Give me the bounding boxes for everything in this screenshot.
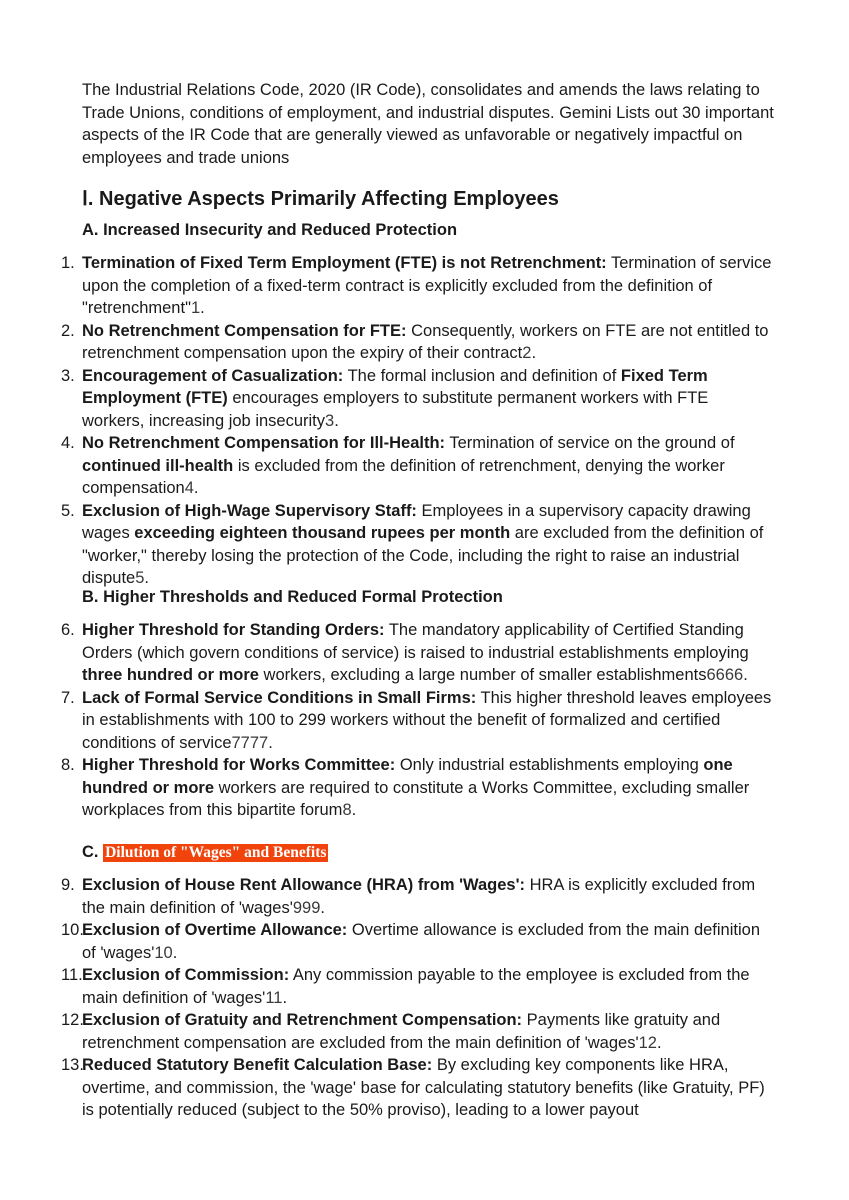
list-item xyxy=(0,687,772,755)
item-text: Employees in a supervisory capacity drawing wages xyxy=(82,501,751,542)
item-title: Reduced Statutory Benefit Calculation Base: xyxy=(82,1056,433,1074)
item-number: 4. xyxy=(61,434,75,452)
subsection-heading-a: A. Increased Insecurity and Reduced Protection xyxy=(82,221,458,239)
item-title: Exclusion of Gratuity and Retrenchment Compensation: xyxy=(82,1011,523,1029)
item-text: HRA is explicitly excluded from the main definition of 'wages' xyxy=(82,876,756,917)
highlighted-heading-text: Dilution of "Wages" and Benefits xyxy=(105,844,327,861)
item-bold-text: continued ill-health xyxy=(82,456,234,475)
section-heading xyxy=(82,186,559,211)
footnote-ref: 5 xyxy=(135,569,145,587)
item-end: . xyxy=(268,733,273,752)
item-list-a xyxy=(0,252,849,590)
footnote-ref: 4 xyxy=(184,479,194,497)
roman-numeral: Ⅰ xyxy=(82,188,88,210)
item-end: . xyxy=(172,943,178,962)
item-number: 3. xyxy=(61,366,75,385)
item-title: Encouragement of Casualization: xyxy=(82,366,344,385)
list-item xyxy=(0,1054,772,1122)
item-end: . xyxy=(531,344,537,362)
footnote-ref: 1 xyxy=(190,299,201,317)
item-title: Exclusion of Overtime Allowance: xyxy=(82,921,348,939)
item-title: Exclusion of High-Wage Supervisory Staff: xyxy=(82,501,417,520)
item-end: . xyxy=(282,988,288,1007)
item-title: Lack of Formal Service Conditions in Small Firms: xyxy=(82,688,477,707)
item-text: Termination of service on the ground of xyxy=(445,434,735,452)
list-item xyxy=(0,874,772,919)
item-text: The formal inclusion and definition of xyxy=(343,366,621,385)
list-item xyxy=(0,500,772,590)
footnote-ref: 8 xyxy=(342,801,352,819)
item-text: workers, excluding a large number of smaller establishments xyxy=(258,666,707,684)
item-text: Termination of service upon the completion of a fixed-term contract is explicitly excluded from the definition of "retrenchment" xyxy=(82,254,772,317)
item-text: encourages employers to substitute permanent workers with FTE workers, increasing job insecurity xyxy=(82,389,709,430)
list-item xyxy=(0,252,772,320)
list-item xyxy=(0,619,772,687)
footnote-ref: 3 xyxy=(325,411,335,430)
item-text: By excluding key components like HRA, overtime, and commission, the 'wage' base for calculating statutory benefits (like Gratuity, PF) is potentially reduced (subject to the 50% proviso), leading to a lower payout xyxy=(82,1056,765,1119)
item-list-b xyxy=(0,619,849,822)
item-number: 8. xyxy=(61,756,75,774)
item-end: . xyxy=(200,299,205,317)
item-end: . xyxy=(193,479,199,497)
item-number: 11. xyxy=(61,966,83,984)
list-item xyxy=(0,1009,772,1054)
item-text: Only industrial establishments employing xyxy=(395,756,704,774)
item-list-c xyxy=(0,874,849,1122)
item-text: workers are required to constitute a Works Committee, excluding smaller workplaces from this bipartite forum xyxy=(82,778,750,819)
footnote-ref: 7777 xyxy=(231,733,269,752)
item-end: . xyxy=(334,411,339,430)
subsection-heading-c xyxy=(82,843,328,862)
list-item xyxy=(0,964,772,1009)
item-text: Payments like gratuity and retrenchment compensation are excluded from the main definition of 'wages' xyxy=(82,1011,721,1052)
list-item xyxy=(0,754,772,822)
item-text: Consequently, workers on FTE are not entitled to retrenchment compensation upon the expiry of their contract xyxy=(82,321,769,362)
item-number: 9. xyxy=(61,876,75,894)
subsection-heading-b: B. Higher Thresholds and Reduced Formal Protection xyxy=(82,588,503,606)
item-text: Overtime allowance is excluded from the main definition of 'wages' xyxy=(82,921,760,962)
footnote-ref: 10 xyxy=(154,943,173,962)
intro-paragraph: The Industrial Relations Code, 2020 (IR Code), consolidates and amends the laws relating to Trade Unions, conditions of employment, and industrial disputes. Gemini Lists out 30 important aspects of the IR Code that are generally viewed as unfavorable or negatively impactful on employees and trade unions xyxy=(82,81,774,167)
item-title: Higher Threshold for Standing Orders: xyxy=(82,621,385,639)
list-item xyxy=(0,919,772,964)
item-title: No Retrenchment Compensation for Ill-Health: xyxy=(82,434,446,452)
item-title: Exclusion of House Rent Allowance (HRA) from 'Wages': xyxy=(82,876,526,894)
item-number: 2. xyxy=(61,321,75,340)
item-end: . xyxy=(320,898,325,917)
item-title: Exclusion of Commission: xyxy=(82,966,290,984)
item-end: . xyxy=(656,1033,662,1052)
item-text: is excluded from the definition of retrenchment, denying the worker compensation xyxy=(82,456,725,497)
section-title: . Negative Aspects Primarily Affecting Employees xyxy=(87,188,559,210)
item-bold-text: exceeding eighteen thousand rupees per month xyxy=(134,524,511,542)
item-number: 5. xyxy=(61,501,75,520)
item-number: 1. xyxy=(61,254,75,272)
item-number: 13. xyxy=(61,1056,84,1074)
footnote-ref: 6666 xyxy=(706,666,744,684)
list-item xyxy=(0,320,772,365)
item-bold-text: one hundred or more xyxy=(82,756,733,797)
item-text: The mandatory applicability of Certified Standing Orders (which govern conditions of service) is raised to industrial establishments employing xyxy=(82,621,749,662)
footnote-ref: 999 xyxy=(292,898,321,917)
footnote-ref: 11 xyxy=(265,988,283,1007)
item-number: 12. xyxy=(61,1011,84,1029)
item-end: . xyxy=(743,666,748,684)
item-end: . xyxy=(351,801,357,819)
item-text: are excluded from the definition of "worker," thereby losing the protection of the Code, including the right to raise an industrial dispute xyxy=(82,524,764,587)
footnote-ref: 2 xyxy=(522,344,532,362)
subsection-c-prefix: C. xyxy=(82,843,104,861)
list-item xyxy=(0,365,772,433)
item-number: 6. xyxy=(61,621,75,639)
item-bold-text: Fixed Term Employment (FTE) xyxy=(82,366,708,407)
item-title: No Retrenchment Compensation for FTE: xyxy=(82,321,407,340)
item-bold-text: three hundred or more xyxy=(82,666,259,684)
item-title: Termination of Fixed Term Employment (FTE) is not Retrenchment: xyxy=(82,254,607,272)
footnote-ref: 12 xyxy=(638,1033,657,1052)
item-number: 10. xyxy=(61,921,84,939)
item-end: . xyxy=(144,569,149,587)
list-item xyxy=(0,432,772,500)
item-text: Any commission payable to the employee is excluded from the main definition of 'wages' xyxy=(82,966,750,1007)
item-title: Higher Threshold for Works Committee: xyxy=(82,756,396,774)
item-number: 7. xyxy=(61,688,75,707)
item-text: This higher threshold leaves employees in establishments with 100 to 299 workers without the benefit of formalized and certified conditions of service xyxy=(82,688,772,752)
